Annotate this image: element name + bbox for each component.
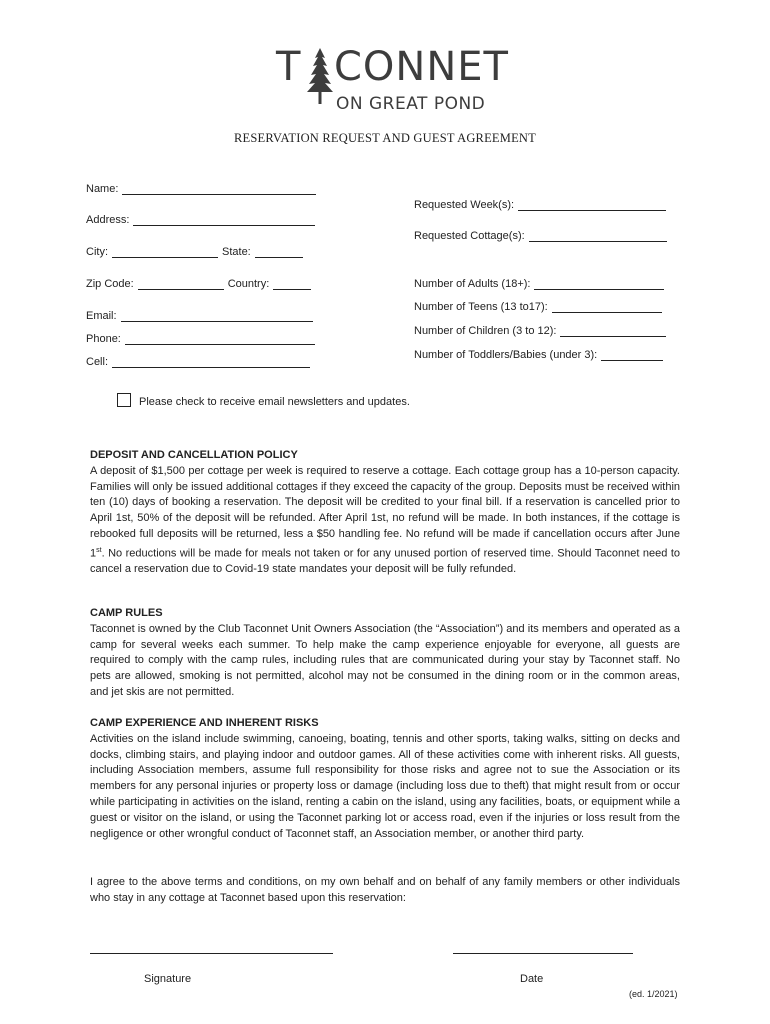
phone-line[interactable] [125, 334, 315, 345]
country-line[interactable] [273, 279, 311, 290]
date-label: Date [520, 973, 544, 985]
country-label: Country: [227, 278, 270, 290]
logo-letter-t: T [276, 44, 302, 90]
children-line[interactable] [560, 326, 666, 337]
name-line[interactable] [122, 184, 316, 195]
deposit-text-sup: st [96, 546, 102, 554]
newsletter-label: Please check to receive email newsletters and updates. [139, 396, 410, 408]
children-label: Number of Children (3 to 12): [414, 325, 557, 337]
requested-cottages-field[interactable] [414, 230, 667, 242]
toddlers-line[interactable] [601, 350, 663, 361]
zip-field[interactable] [86, 278, 311, 290]
address-field[interactable] [86, 214, 315, 226]
toddlers-field[interactable] [414, 349, 663, 361]
state-label: State: [222, 246, 251, 258]
deposit-heading: DEPOSIT AND CANCELLATION POLICY [90, 449, 298, 461]
name-field[interactable] [86, 183, 316, 195]
adults-line[interactable] [534, 279, 664, 290]
adults-label: Number of Adults (18+): [414, 278, 531, 290]
requested-weeks-line[interactable] [518, 200, 666, 211]
toddlers-label: Number of Toddlers/Babies (under 3): [414, 349, 598, 361]
city-line[interactable] [112, 247, 218, 258]
signature-label: Signature [144, 973, 192, 985]
newsletter-checkbox[interactable] [117, 393, 131, 407]
adults-field[interactable] [414, 278, 664, 290]
risks-section [90, 716, 680, 842]
logo [276, 44, 508, 116]
deposit-section [90, 448, 680, 578]
requested-cottages-label: Requested Cottage(s): [414, 230, 525, 242]
address-line[interactable] [133, 215, 315, 226]
camp-rules-heading: CAMP RULES [90, 607, 163, 619]
risks-heading: CAMP EXPERIENCE AND INHERENT RISKS [90, 717, 319, 729]
teens-field[interactable] [414, 301, 662, 313]
teens-label: Number of Teens (13 to17): [414, 301, 548, 313]
requested-weeks-field[interactable] [414, 199, 666, 211]
cell-field[interactable] [86, 356, 310, 368]
cell-label: Cell: [86, 356, 109, 368]
signature-line[interactable] [90, 952, 333, 954]
city-label: City: [86, 246, 108, 258]
camp-rules-text: Taconnet is owned by the Club Taconnet Unit Owners Association (the “Association”) and its members and operated as a camp for several weeks each summer. To help make the camp experience enjoyable for everyone, all guests are required to comply with the camp rules, including rules that are communicated during your stay by Taconnet staff. No pets are allowed, smoking is not permitted, alcohol may not be consumed in the dining room or in the common areas, and jet skis are not permitted. [90, 622, 680, 698]
address-label: Address: [86, 214, 130, 226]
cell-line[interactable] [112, 357, 310, 368]
deposit-text [90, 464, 680, 578]
state-line[interactable] [255, 247, 303, 258]
zip-line[interactable] [138, 279, 224, 290]
deposit-text-part2: . No reductions will be made for meals not taken or for any unused portion of reserved time. Should Taconnet need to cancel a reservation due to Covid-19 state mandates your deposit will be fully refunded. [90, 547, 680, 576]
pine-tree-icon [306, 46, 334, 104]
requested-weeks-label: Requested Week(s): [414, 199, 515, 211]
edition-note: (ed. 1/2021) [629, 989, 678, 999]
children-field[interactable] [414, 325, 666, 337]
email-label: Email: [86, 310, 117, 322]
city-field[interactable] [86, 246, 303, 258]
email-line[interactable] [121, 311, 313, 322]
email-field[interactable] [86, 310, 313, 322]
requested-cottages-line[interactable] [529, 231, 667, 242]
risks-text: Activities on the island include swimming, canoeing, boating, tennis and other sports, taking walks, sitting on decks and docks, climbing stairs, and playing indoor and outdoor games. All of these activities come with inherent risks. All guests, including Association members, assume full responsibility for those risks and agree not to sue the Association or its members for any personal injuries or property loss or damage (including loss due to theft) that might result from or occur while participating in activities on the island, renting a cabin on the island, using any facilities, boats, or equipment while a guest or visitor on the island, or using the Taconnet parking lot or access road, even if the injuries or loss result from the negligence or other wrongful conduct of Taconnet staff, an Association member, or another third party. [90, 732, 680, 840]
logo-subtitle: ON GREAT POND [336, 94, 486, 114]
phone-field[interactable] [86, 333, 315, 345]
logo-word-connet: CONNET [334, 44, 509, 90]
phone-label: Phone: [86, 333, 121, 345]
date-line[interactable] [453, 952, 633, 954]
deposit-text-part1: A deposit of $1,500 per cottage per week is required to reserve a cottage. Each cottage group has a 10-person capacity. Families will only be issued additional cottages if they exceed the capacity of the group. Deposits must be received within ten (10) days of booking a reservation. The deposit will be credited to your final bill. If a reservation is cancelled prior to April 1st, 50% of the deposit will be refunded. After April 1st, no refund will be made. In both instances, if the cottage is rebooked full deposits will be returned, less a $50 handling fee. No refund will be made if cancellation occurs after June 1 [90, 464, 680, 560]
name-label: Name: [86, 183, 119, 195]
camp-rules-section [90, 606, 680, 701]
agreement-section [90, 875, 680, 907]
zip-label: Zip Code: [86, 278, 134, 290]
teens-line[interactable] [552, 302, 662, 313]
agreement-text: I agree to the above terms and conditions, on my own behalf and on behalf of any family members or other individuals who stay in any cottage at Taconnet based upon this reservation: [90, 876, 680, 904]
page-title: RESERVATION REQUEST AND GUEST AGREEMENT [234, 131, 536, 145]
